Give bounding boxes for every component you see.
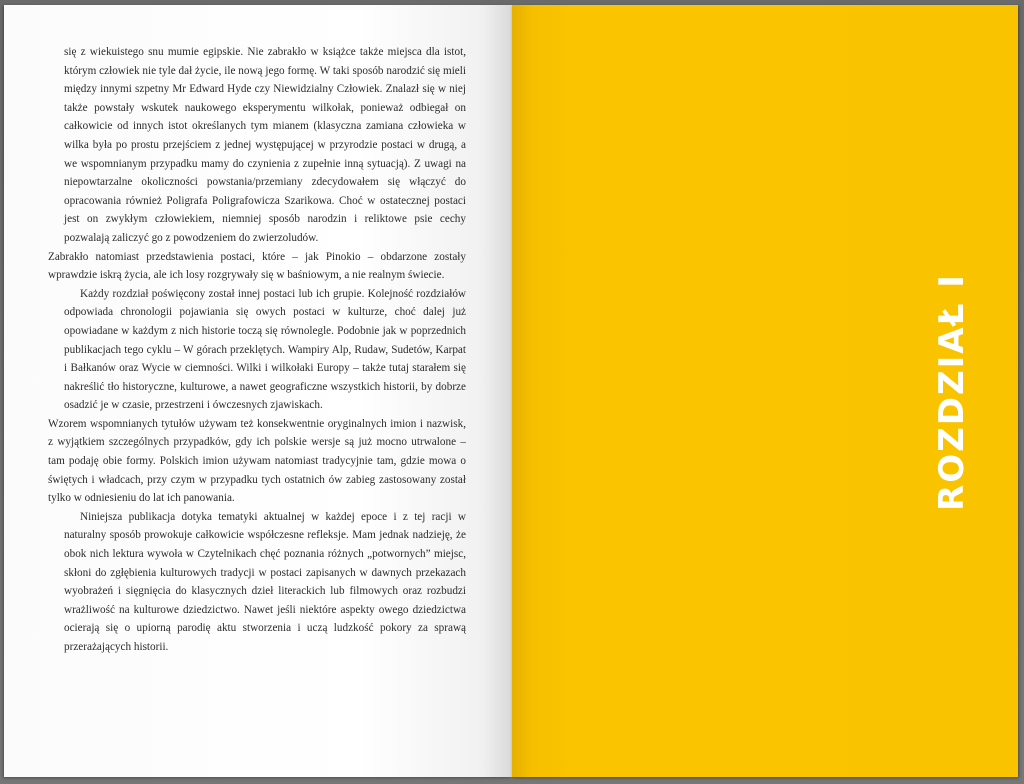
paragraph-2: Zabrakło natomiast przedstawienia postaci, które – jak Pinokio – obdarzone zostały wprawdzie iskrą życia, ale ich losy rozgrywały się w baśniowym, a nie realnym świecie. [48,250,466,282]
paragraph-3: Każdy rozdział poświęcony został innej postaci lub ich grupie. Kolejność rozdziałów odpowiada chronologii pojawiania się owych postaci w kulturze, choć dalej już opowiadane w każdym z nich historie toczą się równolegle. Podobnie jak w poprzednich publikacjach tego cyklu – W górach przeklętych. Wampiry Alp, Rudaw, Sudetów, Karpat i Bałkanów oraz Wycie w ciemności. Wilki i wilkołaki Europy – także tutaj starałem się nakreślić tło historyczne, kulturowe, a nawet geograficzne wszystkich historii, by dobrze osadzić je w czasie, przestrzeni i ówczesnych zjawiskach. [64,287,466,412]
left-page [4,5,512,777]
chapter-title: ROZDZIAŁ I [932,273,972,511]
body-text [48,43,466,657]
paragraph-4: Wzorem wspomnianych tytułów używam też konsekwentnie oryginalnych imion i nazwisk, z wyjątkiem szczególnych przypadków, gdy ich polskie wersje są już mocno utrwalone – tam podaję obie formy. Polskich imion używam natomiast tradycyjnie tam, gdzie mowa o świętych i władcach, przy czym w przypadku tych ostatnich ów zabieg zastosowany został tylko w odniesieniu do lat ich panowania. [48,417,466,505]
paragraph-1: się z wiekuistego snu mumie egipskie. Nie zabrakło w książce także miejsca dla istot, którym człowiek nie tyle dał życie, ile nową jego formę. W taki sposób narodzić się mieli między innymi szpetny Mr Edward Hyde czy Niewidzialny Człowiek. Znalazł się w niej także powstały wskutek naukowego eksperymentu wilkołak, ponieważ odbiegał on całkowicie od innych istot określanych tym mianem (klasyczna zamiana człowieka w wilka była po prostu przejściem z jednej występującej w przyrodzie postaci w drugą, a we wspomnianym przypadku mamy do czynienia z zupełnie inną sytuacją). Z uwagi na niepowtarzalne okoliczności powstania/przemiany zdecydowałem się włączyć do opracowania również Poligrafa Poligrafowicza Szarikowa. Choć w ostatecznej postaci jest on zwykłym człowiekiem, niemniej sposób narodzin i reliktowe psie cechy pozwalają zaliczyć go z powodzeniem do zwierzoludów. [64,46,466,244]
paragraph-5: Niniejsza publikacja dotyka tematyki aktualnej w każdej epoce i z tej racji w naturalny sposób prowokuje całkowicie współczesne refleksje. Mam jednak nadzieję, że obok nich lektura wywoła w Czytelnikach chęć poznania różnych „potwornych” miejsc, skłoni do zgłębienia kulturowych tradycji w postaci zapisanych w dawnych przekazach wyobrażeń i sięgnięcia do klasycznych dzieł literackich lub filmowych oraz rozbudzi wrażliwość na kulturowe dziedzictwo. Nawet jeśli niektóre aspekty owego dziedzictwa ocierają się o upiorną parodię aktu stworzenia i uczą ludzkość pokory za sprawą przerażających historii. [64,510,466,653]
